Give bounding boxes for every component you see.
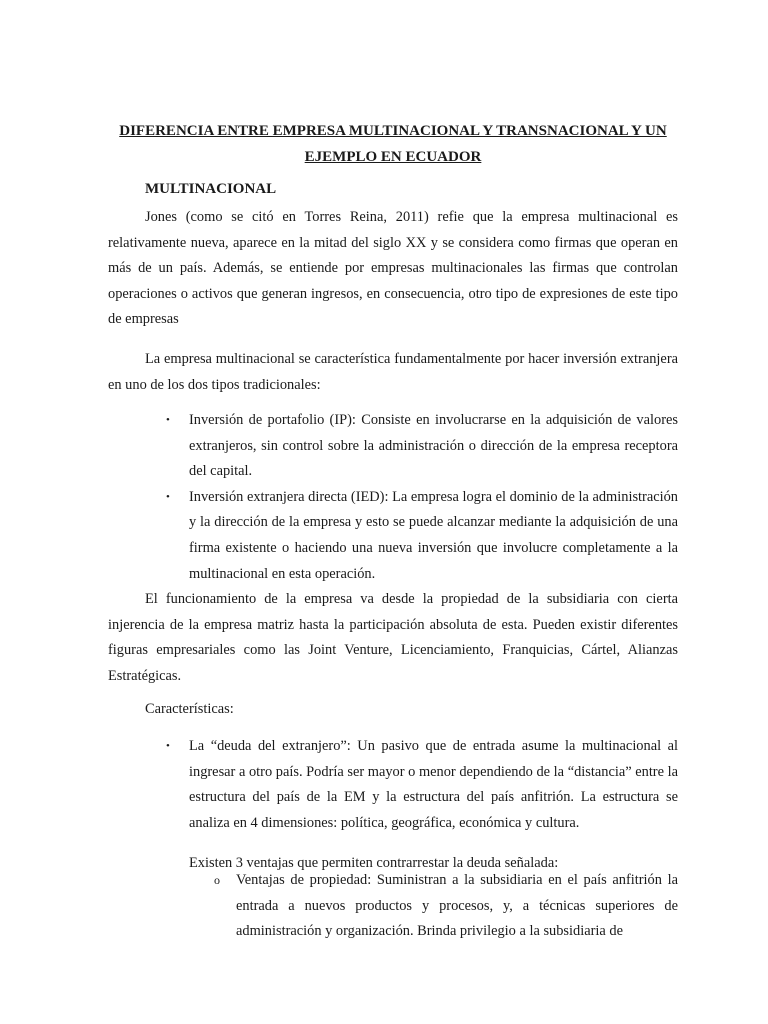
bullet-icon: • [166, 414, 170, 426]
sub-list-item-text: Ventajas de propiedad: Suministran a la subsidiaria en el país anfitrión la entrada a nuevos productos y procesos, y, a técnicas superiores de administración y organización. Brinda privilegio a la subsidiaria de [236, 872, 678, 940]
list-item-text: La “deuda del extranjero”: Un pasivo que de entrada asume la multinacional al ingresar a otro país. Podría ser mayor o menor dependiendo de la “distancia” entre la estructura del país de la EM y la estructura del país anfitrión. La estructura se analiza en 4 dimensiones: política, geográfica, económica y cultura. [189, 738, 678, 831]
sub-list-item [189, 868, 678, 945]
bullet-icon: • [166, 740, 170, 752]
document-title: DIFERENCIA ENTRE EMPRESA MULTINACIONAL Y TRANSNACIONAL Y UN EJEMPLO EN ECUADOR [119, 123, 667, 165]
circle-bullet-icon: o [214, 873, 220, 887]
paragraph-2: La empresa multinacional se característica fundamentalmente por hacer inversión extranjera en uno de los dos tipos tradicionales: [108, 351, 678, 393]
advantages-list [189, 868, 678, 945]
paragraph-3: El funcionamiento de la empresa va desde la propiedad de la subsidiaria con cierta injerencia de la empresa matriz hasta la participación absoluta de esta. Pueden existir diferentes figuras empresariales como las Joint Venture, Licenciamiento, Franquicias, Cártel, Alianzas Estratégicas. [108, 591, 678, 684]
section-heading: MULTINACIONAL [145, 181, 277, 197]
list-item-text: Inversión extranjera directa (IED): La empresa logra el dominio de la administración y la dirección de la empresa y esto se puede alcanzar mediante la adquisición de una firma existente o haciendo una nueva inversión que involucre completamente a la multinacional en esta operación. [189, 488, 678, 582]
list-item [108, 408, 678, 485]
list-item-text: Inversión de portafolio (IP): Consiste en involucrarse en la adquisición de valores extranjeros, sin control sobre la administración o dirección de la empresa receptora del capital. [189, 412, 678, 480]
characteristics-list [108, 734, 678, 836]
investment-types-list [108, 408, 678, 587]
advantages-intro: Existen 3 ventajas que permiten contrarrestar la deuda señalada: [189, 855, 559, 871]
paragraph-1: Jones (como se citó en Torres Reina, 2011) refie que la empresa multinacional es relativamente nueva, aparece en la mitad del siglo XX y se considera como firmas que operan en más de un país. Además, se entiende por empresas multinacionales las firmas que controlan operaciones o activos que generan ingresos, en consecuencia, otro tipo de expresiones de este tipo de empresas [108, 209, 678, 328]
list-item [108, 485, 678, 587]
bullet-icon: • [166, 490, 170, 503]
list-item [108, 734, 678, 836]
paragraph-4: Características: [145, 701, 234, 717]
